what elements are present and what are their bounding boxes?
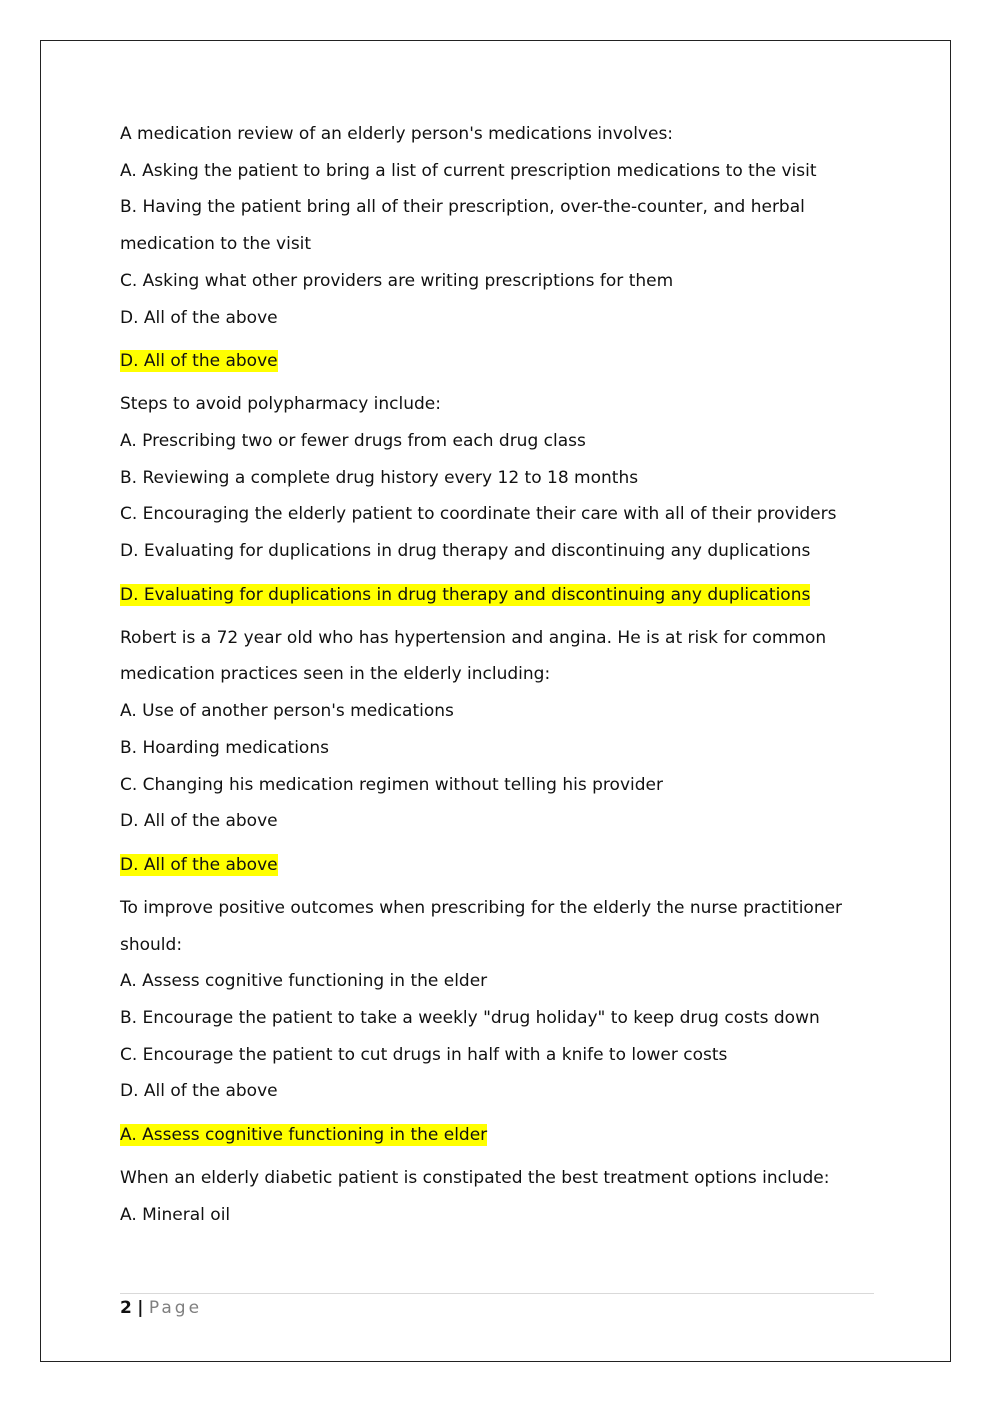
question-2-answer bbox=[120, 583, 880, 607]
answer-highlight: D. All of the above bbox=[120, 854, 278, 875]
answer-highlight: A. Assess cognitive functioning in the elder bbox=[120, 1125, 488, 1146]
page-number: 2 bbox=[120, 1298, 132, 1318]
question-3-answer bbox=[120, 853, 880, 877]
question-3-stem: Robert is a 72 year old who has hypertension and angina. He is at risk for common bbox=[120, 627, 827, 648]
question-3-option-b: B. Hoarding medications bbox=[120, 737, 329, 758]
question-3-option-c: C. Changing his medication regimen without telling his provider bbox=[120, 774, 663, 795]
question-4-stem-continued: should: bbox=[120, 934, 183, 955]
question-4-answer bbox=[120, 1123, 880, 1147]
question-5-stem: When an elderly diabetic patient is constipated the best treatment options include: bbox=[120, 1168, 830, 1189]
question-4-option-a: A. Assess cognitive functioning in the elder bbox=[120, 971, 488, 992]
answer-highlight: D. Evaluating for duplications in drug therapy and discontinuing any duplications bbox=[120, 584, 811, 605]
answer-highlight: D. All of the above bbox=[120, 351, 278, 372]
question-5-option-a: A. Mineral oil bbox=[120, 1204, 231, 1225]
question-2-option-a: A. Prescribing two or fewer drugs from each drug class bbox=[120, 430, 586, 451]
question-4-option-c: C. Encourage the patient to cut drugs in half with a knife to lower costs bbox=[120, 1044, 728, 1065]
question-1-option-d: D. All of the above bbox=[120, 307, 278, 328]
footer-separator: | bbox=[137, 1298, 144, 1318]
question-3-option-a: A. Use of another person's medications bbox=[120, 701, 454, 722]
question-1-option-b-continued: medication to the visit bbox=[120, 234, 312, 255]
question-2-option-c: C. Encouraging the elderly patient to coordinate their care with all of their providers bbox=[120, 504, 837, 525]
page-label: Page bbox=[148, 1298, 203, 1318]
question-1-stem: A medication review of an elderly person's medications involves: bbox=[120, 124, 674, 144]
question-2-option-b: B. Reviewing a complete drug history every 12 to 18 months bbox=[120, 467, 639, 488]
question-2-option-d: D. Evaluating for duplications in drug therapy and discontinuing any duplications bbox=[120, 541, 811, 562]
page-footer bbox=[120, 1297, 202, 1319]
question-4-option-d: D. All of the above bbox=[120, 1081, 278, 1102]
question-3-stem-continued: medication practices seen in the elderly including: bbox=[120, 664, 551, 685]
document-body bbox=[120, 116, 880, 1234]
question-4-stem: To improve positive outcomes when prescribing for the elderly the nurse practitioner bbox=[120, 897, 843, 918]
question-4-option-b: B. Encourage the patient to take a weekly "drug holiday" to keep drug costs down bbox=[120, 1008, 820, 1029]
question-3-option-d: D. All of the above bbox=[120, 811, 278, 832]
question-1-option-b: B. Having the patient bring all of their prescription, over-the-counter, and herbal bbox=[120, 197, 805, 218]
question-1-option-a: A. Asking the patient to bring a list of current prescription medications to the visit bbox=[120, 160, 817, 181]
question-2-stem: Steps to avoid polypharmacy include: bbox=[120, 394, 441, 415]
footer-divider bbox=[120, 1293, 874, 1294]
question-1-answer bbox=[120, 349, 880, 373]
question-1-option-c: C. Asking what other providers are writing prescriptions for them bbox=[120, 270, 674, 291]
